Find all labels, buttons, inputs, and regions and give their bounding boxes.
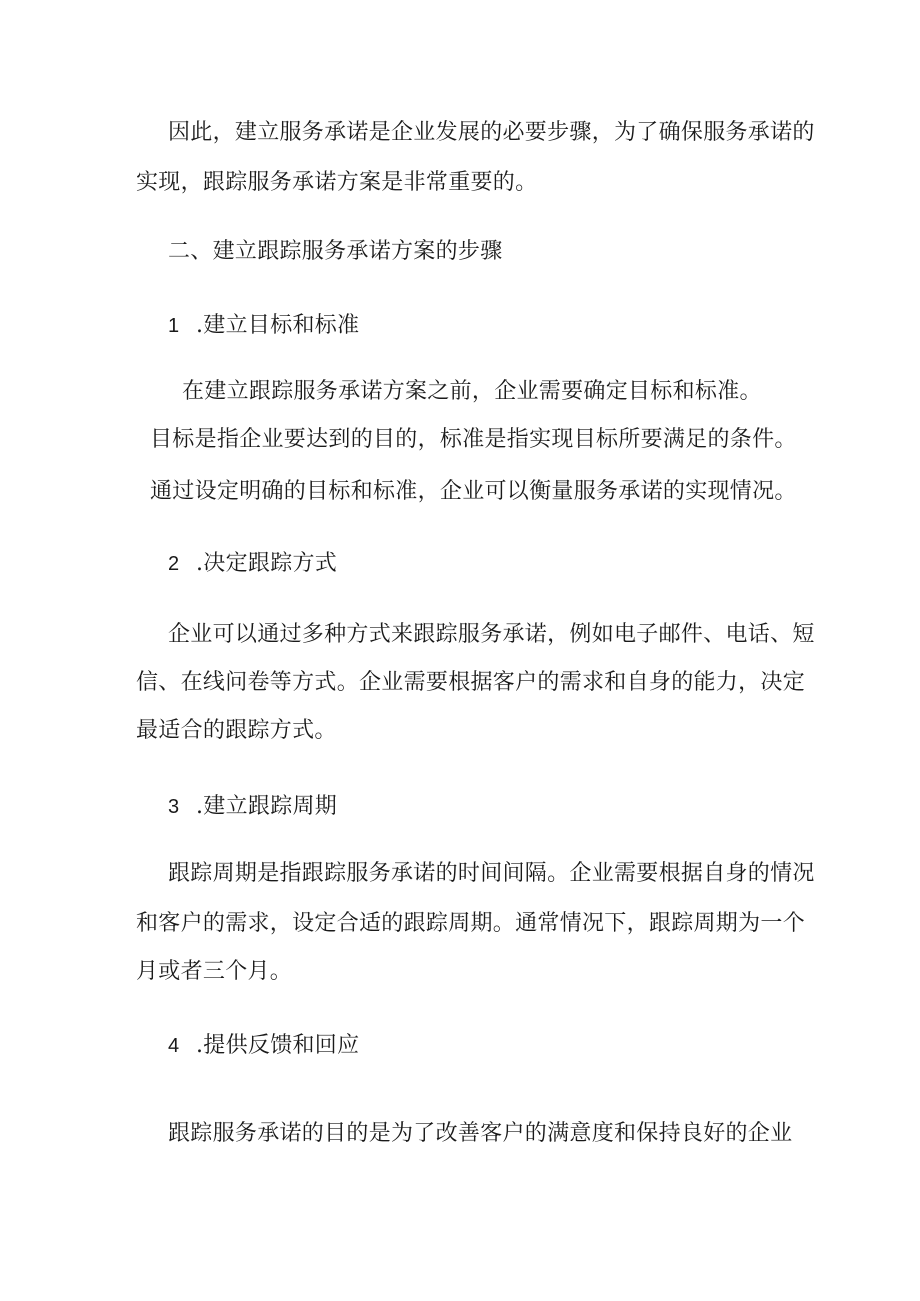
- paragraph-line: 在建立跟踪服务承诺方案之前，企业需要确定目标和标准。: [182, 379, 762, 404]
- paragraph-line: 和客户的需求，设定合适的跟踪周期。通常情况下，跟踪周期为一个: [136, 911, 806, 936]
- paragraph-line: 因此，建立服务承诺是企业发展的必要步骤，为了确保服务承诺的: [168, 120, 815, 145]
- paragraph-line: 实现，跟踪服务承诺方案是非常重要的。: [136, 170, 538, 195]
- paragraph-line: 企业可以通过多种方式来跟踪服务承诺，例如电子邮件、电话、短: [168, 622, 815, 647]
- step-heading: [168, 792, 337, 822]
- paragraph-line: 目标是指企业要达到的目的，标准是指实现目标所要满足的条件。: [150, 427, 797, 452]
- paragraph-line: 信、在线问卷等方式。企业需要根据客户的需求和自身的能力，决定: [136, 670, 806, 695]
- step-number: 4: [168, 1035, 180, 1057]
- step-title: .建立跟踪周期: [196, 794, 338, 819]
- step-title: .建立目标和标准: [196, 313, 360, 338]
- step-heading: [168, 549, 337, 579]
- step-heading: [168, 1031, 359, 1061]
- paragraph-line: 通过设定明确的目标和标准，企业可以衡量服务承诺的实现情况。: [150, 479, 797, 504]
- step-title: .决定跟踪方式: [196, 551, 338, 576]
- step-title: .提供反馈和回应: [196, 1033, 360, 1058]
- paragraph-line: 月或者三个月。: [136, 959, 293, 984]
- paragraph-line: 跟踪周期是指跟踪服务承诺的时间间隔。企业需要根据自身的情况: [168, 861, 815, 886]
- step-number: 1: [168, 315, 180, 337]
- paragraph-line: 跟踪服务承诺的目的是为了改善客户的满意度和保持良好的企业: [168, 1121, 793, 1146]
- step-number: 2: [168, 553, 180, 575]
- section-heading: 二、建立跟踪服务承诺方案的步骤: [168, 239, 503, 264]
- step-number: 3: [168, 796, 180, 818]
- paragraph-line: 最适合的跟踪方式。: [136, 718, 337, 743]
- step-heading: [168, 311, 359, 341]
